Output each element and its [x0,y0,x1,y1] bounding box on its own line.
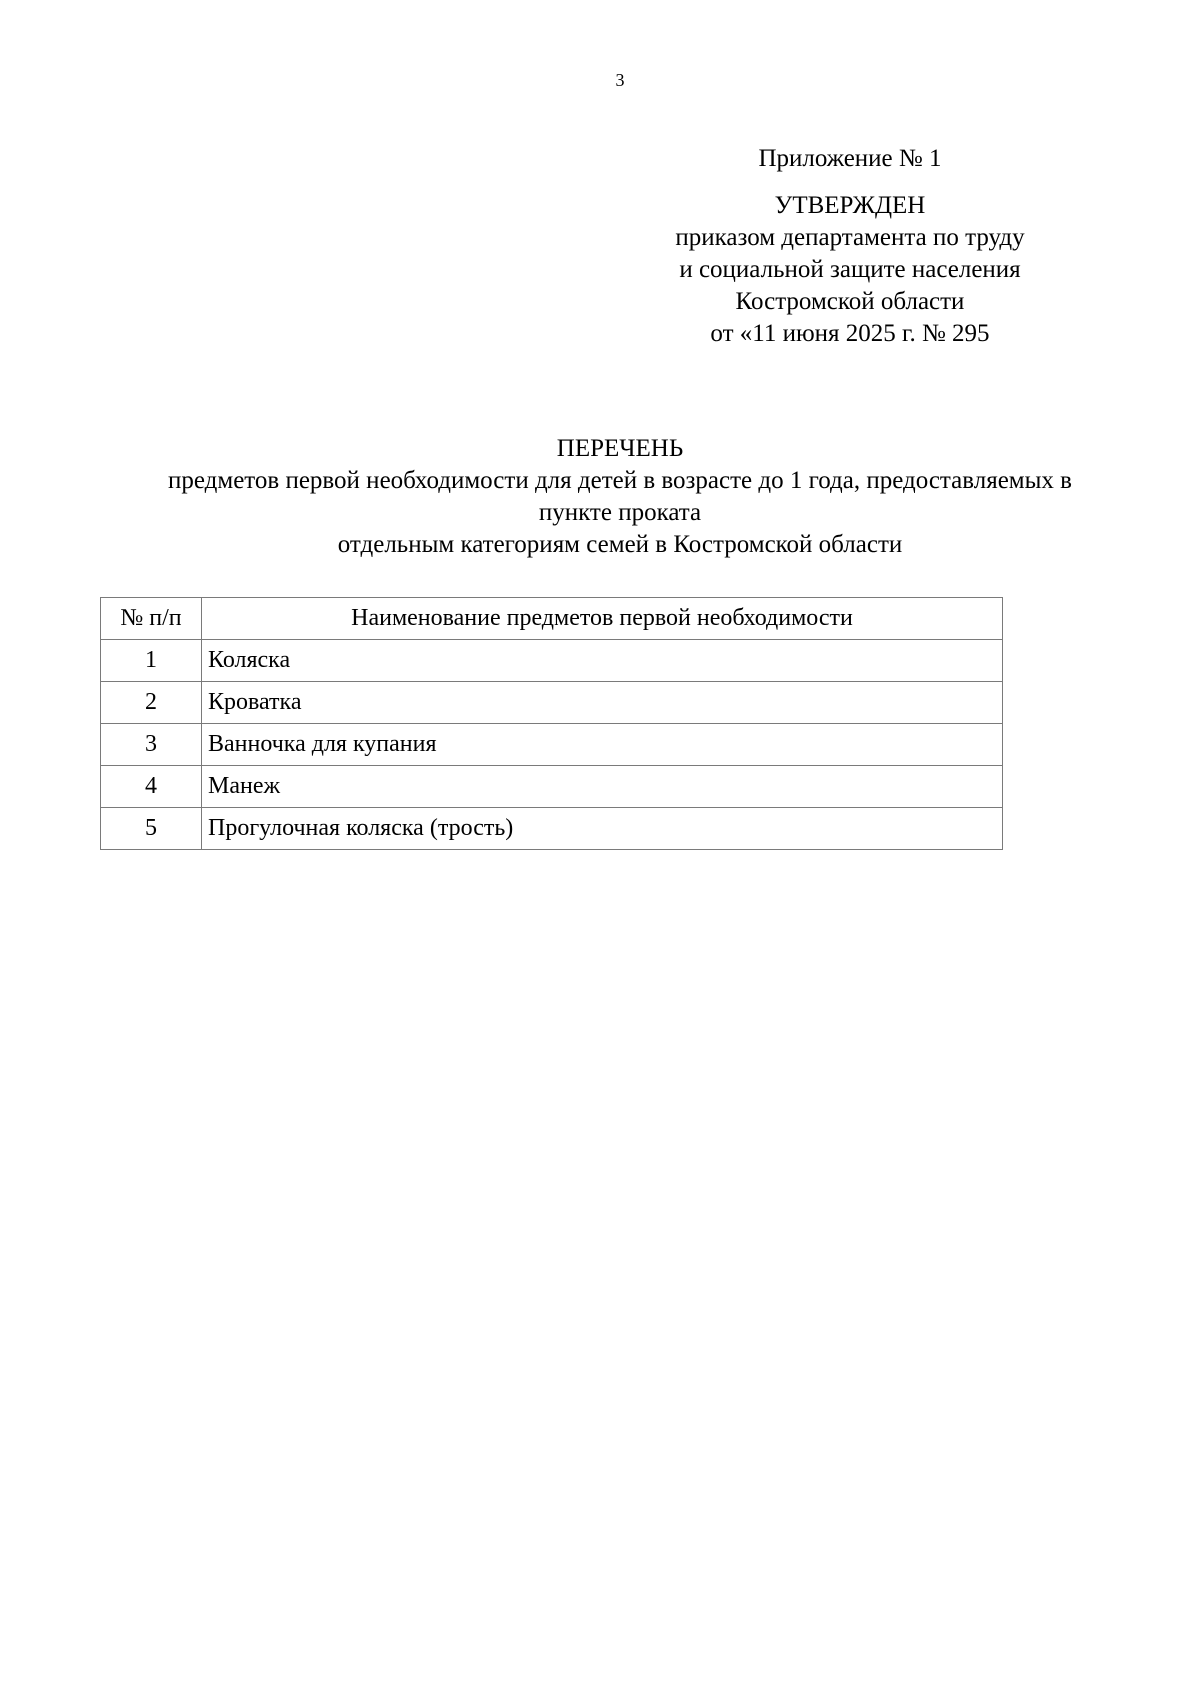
items-table [100,597,1003,850]
item-name: Ванночка для купания [202,724,1003,766]
list-subtitle-line: отдельным категориям семей в Костромской области [337,531,903,558]
approval-line: и социальной защите населения [679,256,1021,283]
approval-line: Костромской области [735,288,965,315]
item-name: Прогулочная коляска (трость) [202,808,1003,850]
list-subtitle-line: предметов первой необходимости для детей в возрасте до 1 года, предоставляемых в [168,467,1072,494]
row-number: 3 [101,724,202,766]
list-subtitle-line: пункте проката [538,499,702,526]
list-heading [60,433,1180,561]
list-title: ПЕРЕЧЕНЬ [556,435,684,462]
table-row [101,808,1003,850]
table-row [101,682,1003,724]
row-number: 1 [101,640,202,682]
table-row [101,724,1003,766]
column-header-number: № п/п [101,598,202,640]
page-number: 3 [615,70,625,90]
approval-line: приказом департамента по труду [675,224,1025,251]
column-header-name: Наименование предметов первой необходимости [202,598,1003,640]
row-number: 5 [101,808,202,850]
row-number: 4 [101,766,202,808]
approval-lines [620,222,1080,350]
row-number: 2 [101,682,202,724]
item-name: Коляска [202,640,1003,682]
item-name: Кроватка [202,682,1003,724]
item-name: Манеж [202,766,1003,808]
approved-title: УТВЕРЖДЕН [774,192,926,219]
approval-line: от «11 июня 2025 г. № 295 [710,320,990,347]
annex-label: Приложение № 1 [758,145,942,172]
table-row [101,766,1003,808]
table-row [101,640,1003,682]
table-header-row [101,598,1003,640]
